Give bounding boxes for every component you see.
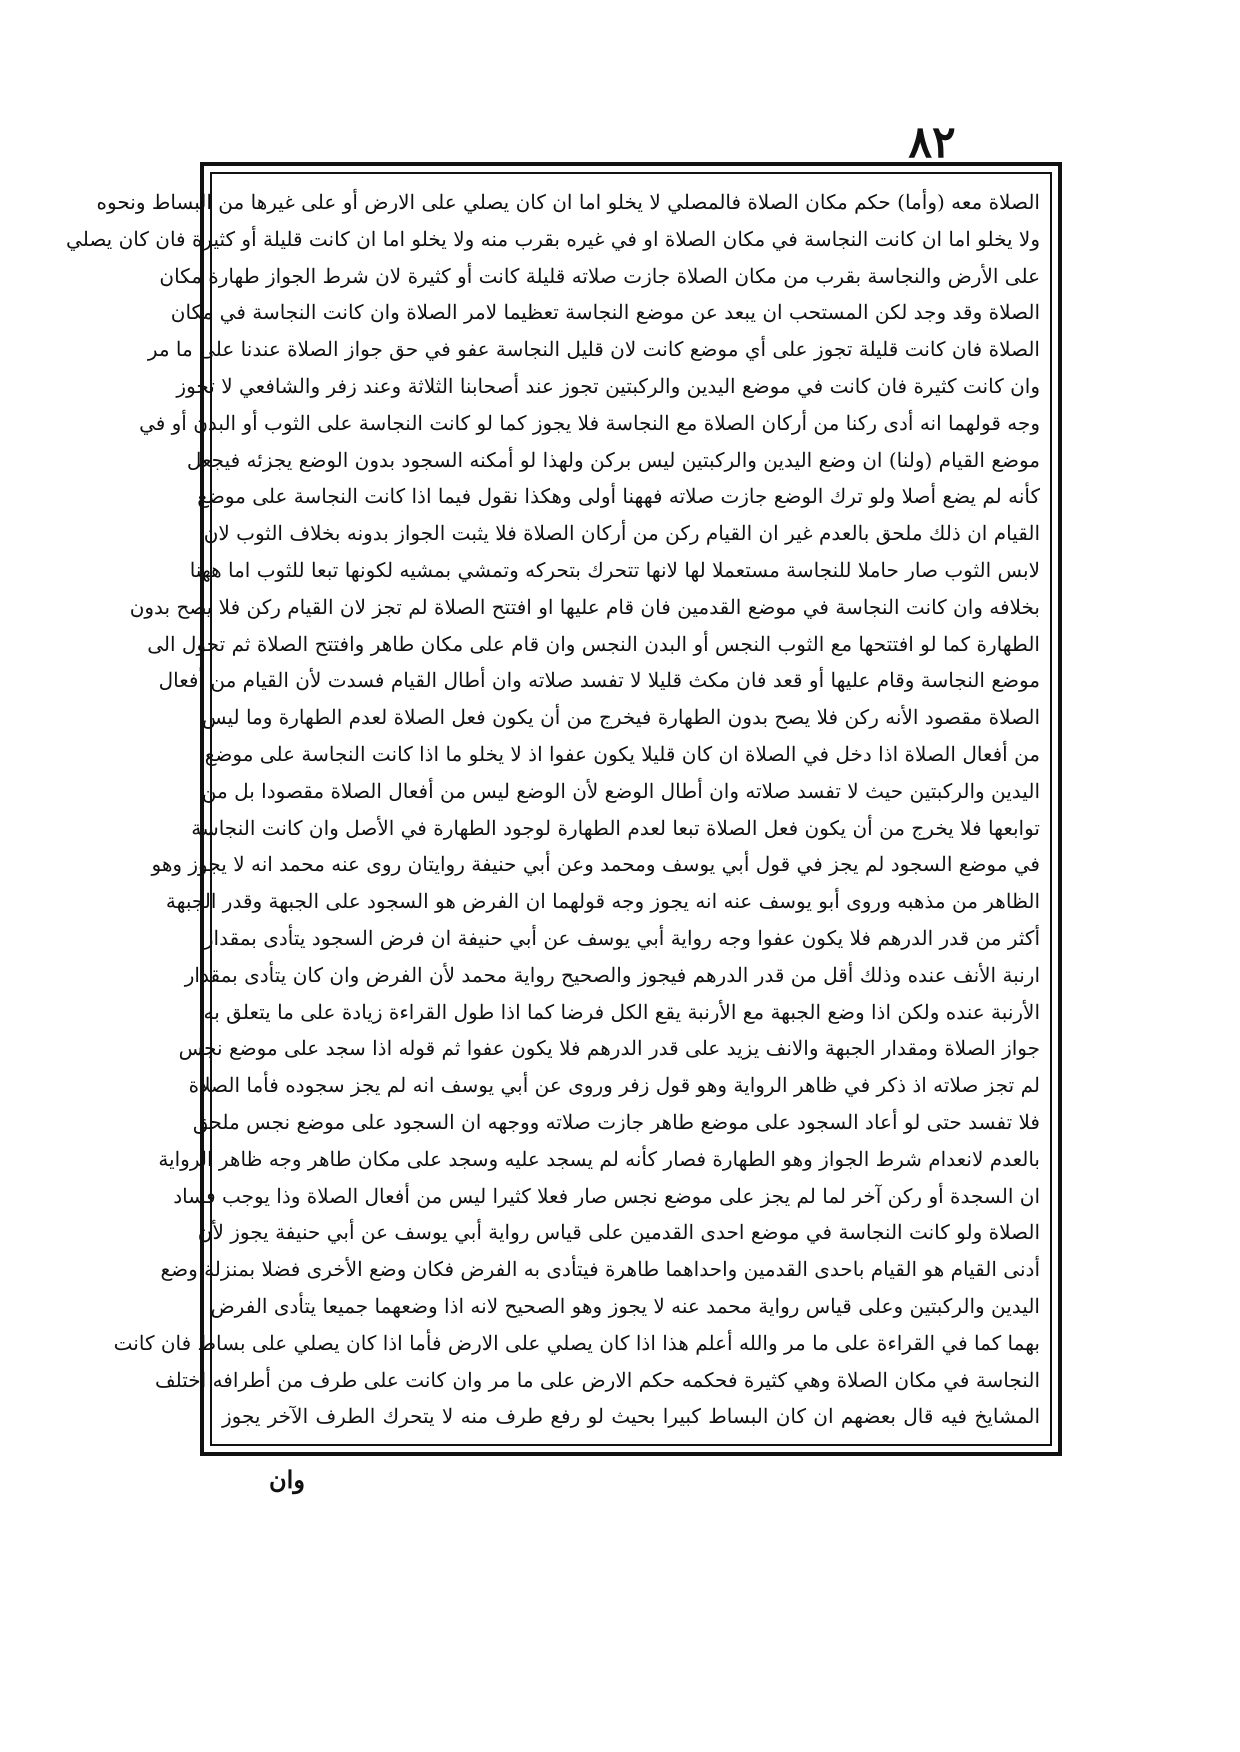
text-line: كأنه لم يضع أصلا ولو ترك الوضع جازت صلاته فههنا أولى وهكذا نقول فيما اذا كانت النجاسة على موضع <box>197 484 1040 509</box>
text-line: ولا يخلو اما ان كانت النجاسة في مكان الصلاة او في غيره بقرب منه ولا يخلو اما ان كانت قليلة أو كثيرة فان كان يصلي <box>66 226 1040 251</box>
text-line: على الأرض والنجاسة بقرب من مكان الصلاة جازت صلاته قليلة كانت أو كثيرة لان شرط الجواز طهارة مكان <box>159 263 1040 288</box>
text-line: الصلاة فان كانت قليلة تجوز على أي موضع كانت لان قليل النجاسة عفو في حق جواز الصلاة عندنا على ما مر <box>147 337 1040 362</box>
text-line: بهما كما في القراءة على ما مر والله أعلم هذا اذا كان يصلي على الارض فأما اذا كان يصلي على بساط فان كانت <box>113 1330 1040 1355</box>
text-line: المشايخ فيه قال بعضهم ان كان البساط كبيرا بحيث لو رفع طرف منه لا يتحرك الطرف الآخر يجوز <box>222 1404 1040 1429</box>
text-line: وان كانت كثيرة فان كانت في موضع اليدين والركبتين تجوز عند أصحابنا الثلاثة وعند زفر والشافعي لا تجوز <box>176 373 1040 398</box>
text-line: القيام ان ذلك ملحق بالعدم غير ان القيام ركن من أركان الصلاة فلا يثبت الجواز بدونه بخلاف الثوب لان <box>203 521 1040 546</box>
text-line: بالعدم لانعدام شرط الجواز وهو الطهارة فصار كأنه لم يسجد عليه وسجد على مكان طاهر وجه ظاهر الرواية <box>158 1146 1040 1171</box>
text-line: الصلاة وقد وجد لكن المستحب ان يبعد عن موضع النجاسة تعظيما لامر الصلاة وان كانت النجاسة في مكان <box>170 300 1040 325</box>
text-line: موضع القيام (ولنا) ان وضع اليدين والركبتين ليس بركن ولهذا لو أمكنه السجود بدون الوضع يجزئه فيجعل <box>186 447 1040 472</box>
text-line: ان السجدة أو ركن آخر لما لم يجز على موضع نجس صار فعلا كثيرا ليس من أفعال الصلاة وذا يوجب فساد <box>173 1183 1040 1208</box>
text-line: توابعها فلا يخرج من أن يكون فعل الصلاة تبعا لعدم الطهارة لوجود الطهارة في الأصل وان كانت النجاسة <box>191 815 1040 840</box>
text-line: جواز الصلاة ومقدار الجبهة والانف يزيد على قدر الدرهم فلا يكون عفوا ثم قوله اذا سجد على موضع نجس <box>178 1036 1040 1061</box>
text-line: من أفعال الصلاة اذا دخل في الصلاة ان كان قليلا يكون عفوا اذ لا يخلو ما اذا كانت النجاسة على موضع <box>204 741 1040 766</box>
text-line: ارنبة الأنف عنده وذلك أقل من قدر الدرهم فيجوز والصحيح رواية محمد لأن الفرض وان كان يتأدى بمقدار <box>184 962 1040 987</box>
text-line: اليدين والركبتين حيث لا تفسد صلاته وان أطال الوضع لأن الوضع ليس من أفعال الصلاة مقصودا بل من <box>201 778 1040 803</box>
text-line: موضع النجاسة وقام عليها أو قعد فان مكث قليلا لا تفسد صلاته وان أطال القيام فسدت لأن القيام من أفعال <box>158 668 1040 693</box>
body-text <box>66 184 1040 1436</box>
text-line: بخلافه وان كانت النجاسة في موضع القدمين فان قام عليها او افتتح الصلاة لم تجز لان القيام ركن فلا يصح بدون <box>129 594 1040 619</box>
text-line: أكثر من قدر الدرهم فلا يكون عفوا وجه رواية أبي يوسف عن أبي حنيفة ان فرض السجود يتأدى بمقدار <box>203 925 1040 950</box>
text-line: لم تجز صلاته اذ ذكر في ظاهر الرواية وهو قول زفر وروى عن أبي يوسف انه لم يجز سجوده فأما الصلاة <box>188 1073 1040 1098</box>
text-line: اليدين والركبتين وعلى قياس رواية محمد عنه لا يجوز وهو الصحيح لانه اذا وضعهما جميعا يتأدى الفرض <box>210 1293 1040 1318</box>
text-line: فلا تفسد حتى لو أعاد السجود على موضع طاهر جازت صلاته ووجهه ان السجود على موضع نجس ملحق <box>192 1109 1040 1134</box>
text-line: الصلاة ولو كانت النجاسة في موضع احدى القدمين على قياس رواية أبي يوسف عن أبي حنيفة يجوز لأن <box>197 1220 1040 1245</box>
text-line: الصلاة معه (وأما) حكم مكان الصلاة فالمصلي لا يخلو اما ان كان يصلي على الارض أو على غيرها من البساط ونحوه <box>96 190 1040 214</box>
catchword: وان <box>269 1465 305 1494</box>
text-line: الصلاة مقصود الأنه ركن فلا يصح بدون الطهارة فيخرج من أن يكون فعل الصلاة لعدم الطهارة وما ليس <box>201 705 1040 730</box>
text-line: لابس الثوب صار حاملا للنجاسة مستعملا لها لانها تتحرك بتحركه وتمشي بمشيه لكونها تبعا للثوب اما ههنا <box>189 557 1040 582</box>
text-line: الظاهر من مذهبه وروى أبو يوسف عنه انه يجوز وجه قولهما ان الفرض هو السجود على الجبهة وقدر الجبهة <box>165 889 1040 914</box>
text-line: الأرنبة عنده ولكن اذا وضع الجبهة مع الأرنبة يقع الكل فرضا كما اذا طول القراءة زيادة على ما يتعلق به <box>203 999 1040 1024</box>
text-line: في موضع السجود لم يجز في قول أبي يوسف ومحمد وعن أبي حنيفة روايتان روى عنه محمد انه لا يجوز وهو <box>151 852 1040 877</box>
text-line: أدنى القيام هو القيام باحدى القدمين واحداهما طاهرة فيتأدى به الفرض فكان وضع الأخرى فضلا بمنزلة وضع <box>160 1257 1040 1282</box>
page-number: ٨٢ <box>908 117 956 168</box>
text-line: الطهارة كما لو افتتحها مع الثوب النجس أو البدن النجس وان قام على مكان طاهر وافتتح الصلاة ثم تحول الى <box>147 631 1040 656</box>
text-line: وجه قولهما انه أدى ركنا من أركان الصلاة مع النجاسة فلا يجوز كما لو كانت النجاسة على الثوب أو البدن أو في <box>139 410 1040 435</box>
text-line: النجاسة في مكان الصلاة وهي كثيرة فحكمه حكم الارض على ما مر وان كانت على طرف من أطرافه اختلف <box>154 1367 1040 1392</box>
